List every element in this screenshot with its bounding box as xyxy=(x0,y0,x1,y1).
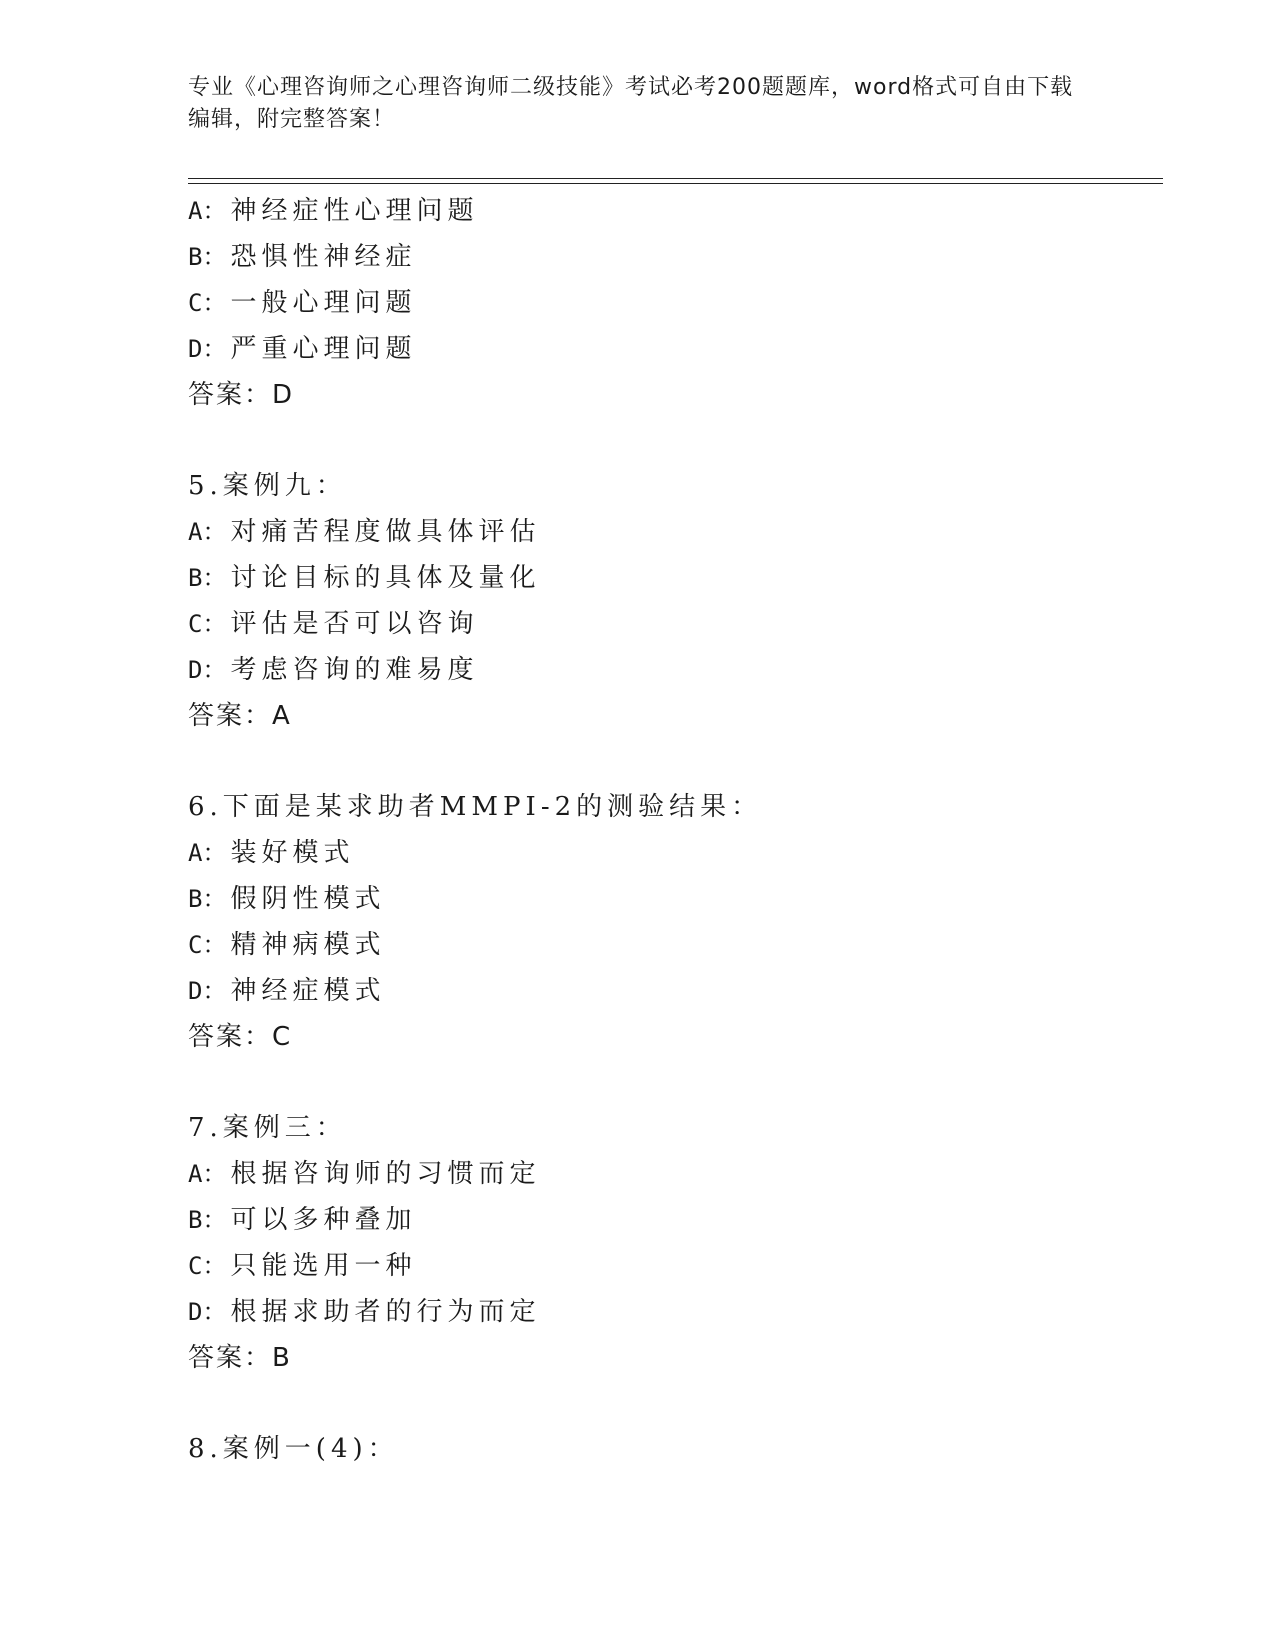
option-key: B ： xyxy=(188,243,230,271)
option-key: D ： xyxy=(188,977,230,1005)
answer-option xyxy=(188,647,1148,693)
header-divider-bottom xyxy=(188,183,1163,184)
answer-line: 答案：C xyxy=(188,1022,293,1052)
answer-line: 答案：D xyxy=(188,380,295,410)
answer-option xyxy=(188,601,1148,647)
option-key: A ： xyxy=(188,518,230,546)
option-text: 考虑咨询的难易度 xyxy=(230,655,479,685)
answer-option xyxy=(188,509,1148,555)
option-key: A ： xyxy=(188,839,230,867)
answer-line: 答案：B xyxy=(188,1343,292,1373)
header-divider-top xyxy=(188,178,1163,179)
option-text: 只能选用一种 xyxy=(230,1251,417,1281)
question-list xyxy=(188,188,1148,1472)
question-stem: 7.案例三： xyxy=(188,1113,347,1143)
option-text: 严重心理问题 xyxy=(230,334,417,364)
answer-option xyxy=(188,1289,1148,1335)
option-text: 神经症性心理问题 xyxy=(230,196,479,226)
option-text: 恐惧性神经症 xyxy=(230,242,417,272)
answer-line: 答案：A xyxy=(188,701,292,731)
answer-option xyxy=(188,1197,1148,1243)
option-text: 假阴性模式 xyxy=(230,884,386,914)
question-stem: 6.下面是某求助者MMPI-2的测验结果： xyxy=(188,792,763,822)
option-text: 装好模式 xyxy=(230,838,355,868)
option-text: 讨论目标的具体及量化 xyxy=(230,563,541,593)
question-stem: 8.案例一(4)： xyxy=(188,1434,399,1464)
option-key: B ： xyxy=(188,1206,230,1234)
option-text: 根据求助者的行为而定 xyxy=(230,1297,541,1327)
option-text: 神经症模式 xyxy=(230,976,386,1006)
option-key: A ： xyxy=(188,197,230,225)
answer-option xyxy=(188,1151,1148,1197)
option-key: B ： xyxy=(188,564,230,592)
block-spacer xyxy=(188,418,1148,463)
answer-option xyxy=(188,830,1148,876)
block-spacer xyxy=(188,1060,1148,1105)
option-text: 评估是否可以咨询 xyxy=(230,609,479,639)
answer-option xyxy=(188,326,1148,372)
answer-option xyxy=(188,555,1148,601)
option-key: D ： xyxy=(188,656,230,684)
block-spacer xyxy=(188,1381,1148,1426)
answer-option xyxy=(188,234,1148,280)
answer-option xyxy=(188,876,1148,922)
answer-option xyxy=(188,922,1148,968)
option-key: C ： xyxy=(188,610,230,638)
option-text: 根据咨询师的习惯而定 xyxy=(230,1159,541,1189)
answer-option xyxy=(188,1243,1148,1289)
option-text: 一般心理问题 xyxy=(230,288,417,318)
answer-option xyxy=(188,188,1148,234)
answer-option xyxy=(188,968,1148,1014)
option-text: 对痛苦程度做具体评估 xyxy=(230,517,541,547)
document-header: 专业《心理咨询师之心理咨询师二级技能》考试必考200题题库，word格式可自由下载编辑，附完整答案！ xyxy=(188,75,1074,132)
option-text: 可以多种叠加 xyxy=(230,1205,417,1235)
option-key: B ： xyxy=(188,885,230,913)
option-key: D ： xyxy=(188,1298,230,1326)
option-key: D ： xyxy=(188,335,230,363)
question-stem: 5.案例九： xyxy=(188,471,347,501)
option-text: 精神病模式 xyxy=(230,930,386,960)
answer-option xyxy=(188,280,1148,326)
block-spacer xyxy=(188,739,1148,784)
option-key: C ： xyxy=(188,1252,230,1280)
option-key: C ： xyxy=(188,931,230,959)
option-key: A ： xyxy=(188,1160,230,1188)
option-key: C ： xyxy=(188,289,230,317)
